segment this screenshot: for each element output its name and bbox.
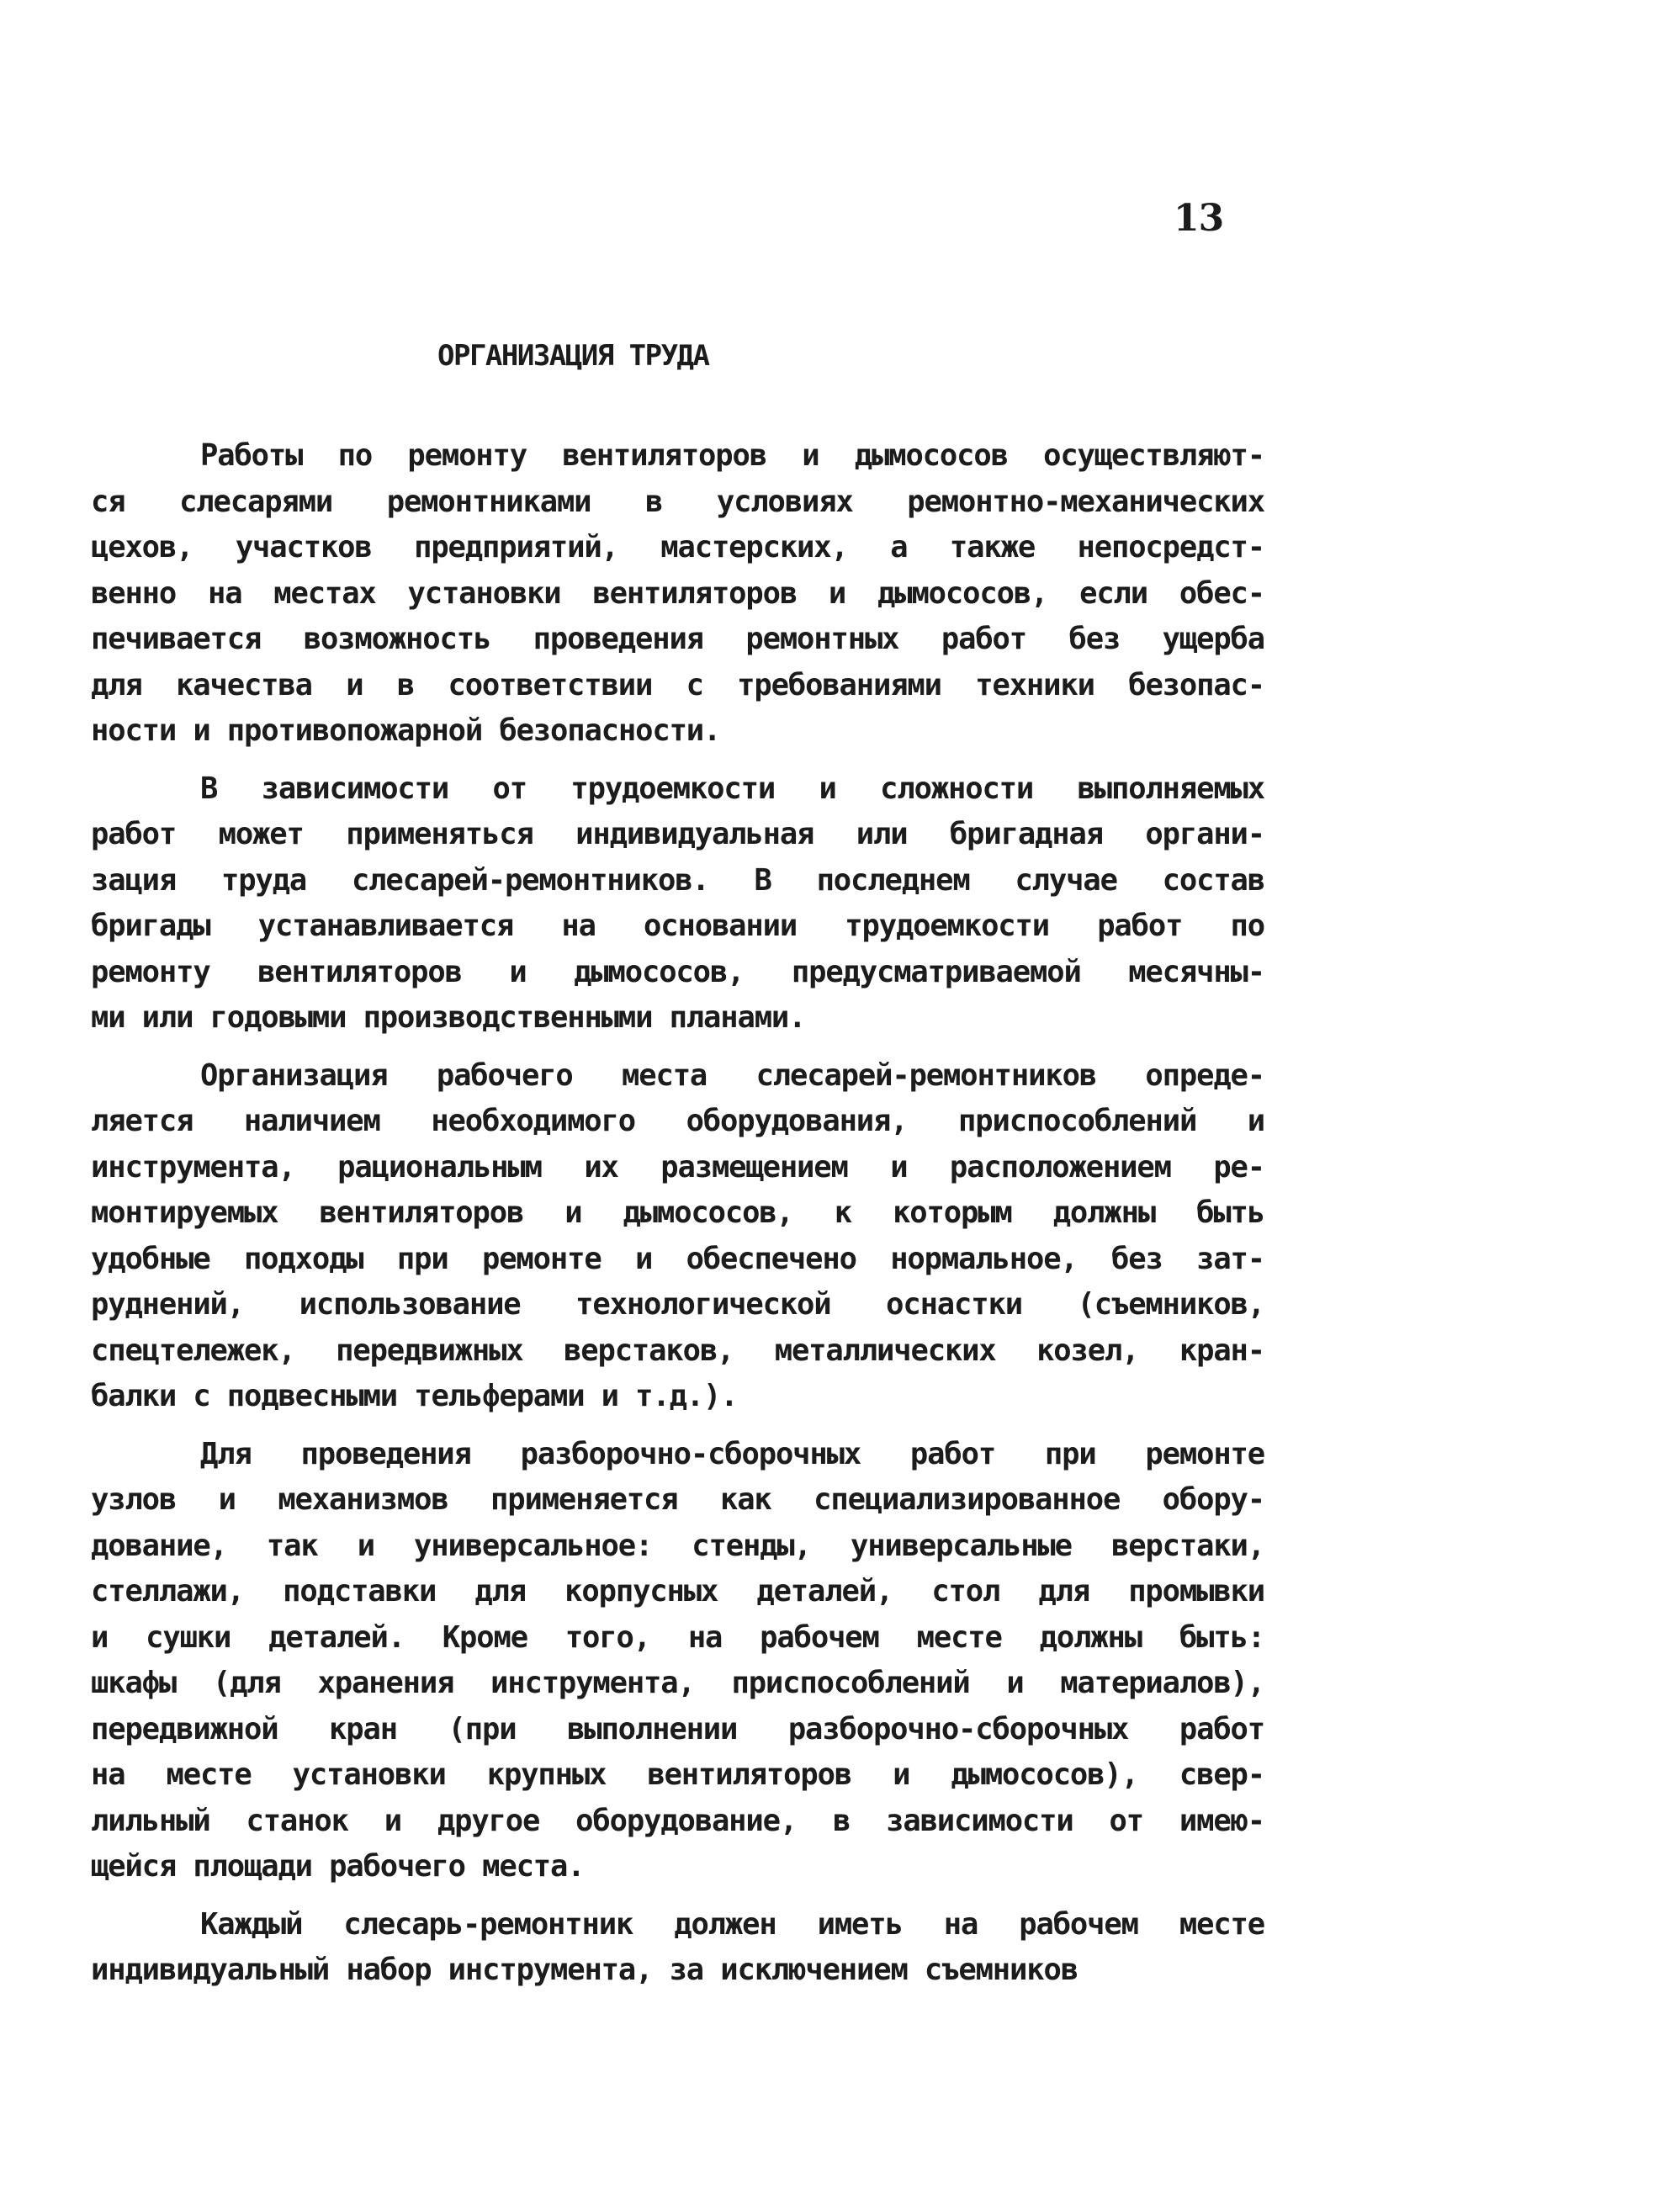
text-line: на месте установки крупных вентиляторов и дымососов), свер- <box>91 1757 1264 1792</box>
text-line: шкафы (для хранения инструмента, приспособлений и материалов), <box>91 1666 1264 1700</box>
paragraph <box>91 433 1264 755</box>
text-line: монтируемых вентиляторов и дымососов, к которым должны быть <box>91 1195 1264 1230</box>
text-line: удобные подходы при ремонте и обеспечено нормальное, без зат- <box>91 1241 1264 1276</box>
text-line: балки с подвесными тельферами и т.д.). <box>91 1379 738 1413</box>
text-line: цехов, участков предприятий, мастерских, а также непосредст- <box>91 530 1264 564</box>
text-line: Работы по ремонту вентиляторов и дымососов осуществляют- <box>200 438 1264 473</box>
text-line: печивается возможность проведения ремонтных работ без ущерба <box>91 622 1264 656</box>
text-line: зация труда слесарей-ремонтников. В последнем случае состав <box>91 862 1264 898</box>
text-line: для качества и в соответствии с требованиями техники безопас- <box>91 667 1264 702</box>
text-line: ности и противопожарной безопасности. <box>91 713 721 748</box>
text-line: В зависимости от трудоемкости и сложности выполняемых <box>200 771 1264 806</box>
text-line: ми или годовыми производственными планами. <box>91 1000 806 1035</box>
text-line: лильный станок и другое оборудование, в зависимости от имею- <box>91 1803 1264 1838</box>
text-line: Для проведения разборочно-сборочных работ при ремонте <box>200 1436 1264 1471</box>
text-line: узлов и механизмов применяется как специализированное обору- <box>91 1482 1264 1517</box>
text-line: бригады устанавливается на основании трудоемкости работ по <box>91 909 1264 943</box>
text-line: ляется наличием необходимого оборудования, приспособлений и <box>91 1104 1264 1138</box>
paragraph <box>91 766 1264 1041</box>
text-line: передвижной кран (при выполнении разборочно-сборочных работ <box>91 1711 1264 1746</box>
text-line: спецтележек, передвижных верстаков, металлических козел, кран- <box>91 1333 1264 1368</box>
page-number: 13 <box>1174 197 1224 240</box>
text-line: инструмента, рациональным их размещением и расположением ре- <box>91 1149 1264 1185</box>
text-line: щейся площади рабочего места. <box>91 1849 585 1884</box>
body-text <box>91 433 1264 2006</box>
text-line: Организация рабочего места слесарей-ремонтников опреде- <box>200 1057 1264 1093</box>
text-line: и сушки деталей. Кроме того, на рабочем месте должны быть: <box>91 1619 1264 1655</box>
text-line: стеллажи, подставки для корпусных деталей, стол для промывки <box>91 1574 1264 1609</box>
paragraph <box>91 1053 1264 1420</box>
text-line: индивидуальный набор инструмента, за исключением съемников <box>91 1953 1078 1987</box>
text-line: ремонту вентиляторов и дымососов, предусматриваемой месячны- <box>91 954 1264 989</box>
text-line: работ может применяться индивидуальная или бригадная органи- <box>91 817 1264 851</box>
paragraph <box>91 1902 1264 1994</box>
text-line: венно на местах установки вентиляторов и дымососов, если обес- <box>91 575 1264 611</box>
text-line: руднений, использование технологической оснастки (съемников, <box>91 1287 1264 1322</box>
section-heading: ОРГАНИЗАЦИЯ ТРУДА <box>437 339 709 373</box>
text-line: дование, так и универсальное: стенды, универсальные верстаки, <box>91 1528 1264 1563</box>
paragraph <box>91 1432 1264 1890</box>
text-line: Каждый слесарь-ремонтник должен иметь на рабочем месте <box>200 1906 1264 1942</box>
text-line: ся слесарями ремонтниками в условиях ремонтно-механических <box>91 484 1264 519</box>
